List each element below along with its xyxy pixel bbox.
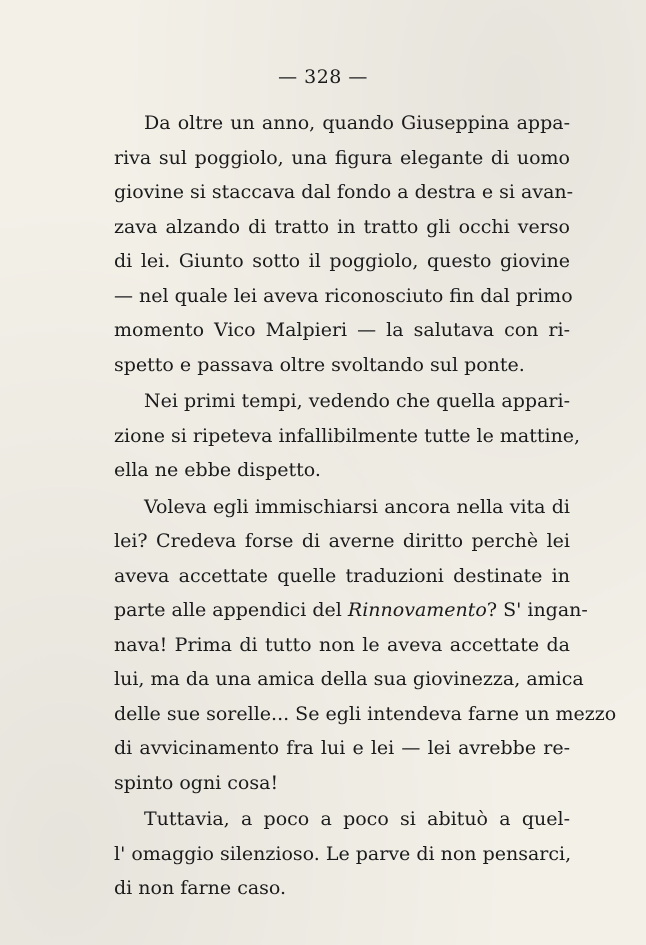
text-line: delle sue sorelle... Se egli intendeva farne un mezzo — [114, 702, 617, 725]
text-line: riva sul poggiolo, una figura elegante di uomo — [114, 146, 570, 169]
body-text — [114, 106, 617, 906]
text-line: ella ne ebbe dispetto. — [114, 459, 321, 481]
text-line: spetto e passava oltre svoltando sul ponte. — [114, 353, 525, 376]
text-line: zava alzando di tratto in tratto gli occhi verso — [114, 215, 570, 238]
text-line: spinto ogni cosa! — [114, 771, 279, 794]
text-line: di lei. Giunto sotto il poggiolo, questo giovine — [114, 250, 570, 272]
text-line: Nei primi tempi, vedendo che quella appari- — [144, 390, 570, 412]
text-line: aveva accettate quelle traduzioni destinate in — [114, 564, 570, 587]
text-line: di avvicinamento fra lui e lei — lei avrebbe re- — [114, 737, 570, 759]
italic-title: Rinnovamento — [347, 599, 487, 621]
text-line: zione si ripeteva infallibilmente tutte le mattine, — [114, 424, 581, 447]
text-line-segment: parte alle appendici del — [114, 599, 348, 621]
text-line: — nel quale lei aveva riconosciuto fin dal primo — [114, 284, 573, 307]
text-line: Da oltre un anno, quando Giuseppina appa- — [144, 112, 570, 134]
text-line: giovine si staccava dal fondo a destra e si avan- — [114, 181, 574, 203]
text-line: l' omaggio silenzioso. Le parve di non pensarci, — [114, 842, 572, 865]
text-line: nava! Prima di tutto non le aveva accettate da — [114, 633, 570, 656]
page-number: — 328 — — [278, 66, 368, 88]
text-line — [114, 593, 588, 628]
text-line: Voleva egli immischiarsi ancora nella vita di — [144, 495, 570, 518]
text-line: di non farne caso. — [114, 877, 287, 899]
text-line: lei? Credeva forse di averne diritto perchè lei — [114, 530, 570, 552]
text-line: lui, ma da una amica della sua giovinezza, amica — [114, 668, 584, 690]
text-line-segment: ? S' ingan- — [486, 599, 588, 621]
text-line: Tuttavia, a poco a poco si abituò a quel- — [144, 808, 570, 830]
text-line: momento Vico Malpieri — la salutava con ri- — [114, 319, 570, 341]
